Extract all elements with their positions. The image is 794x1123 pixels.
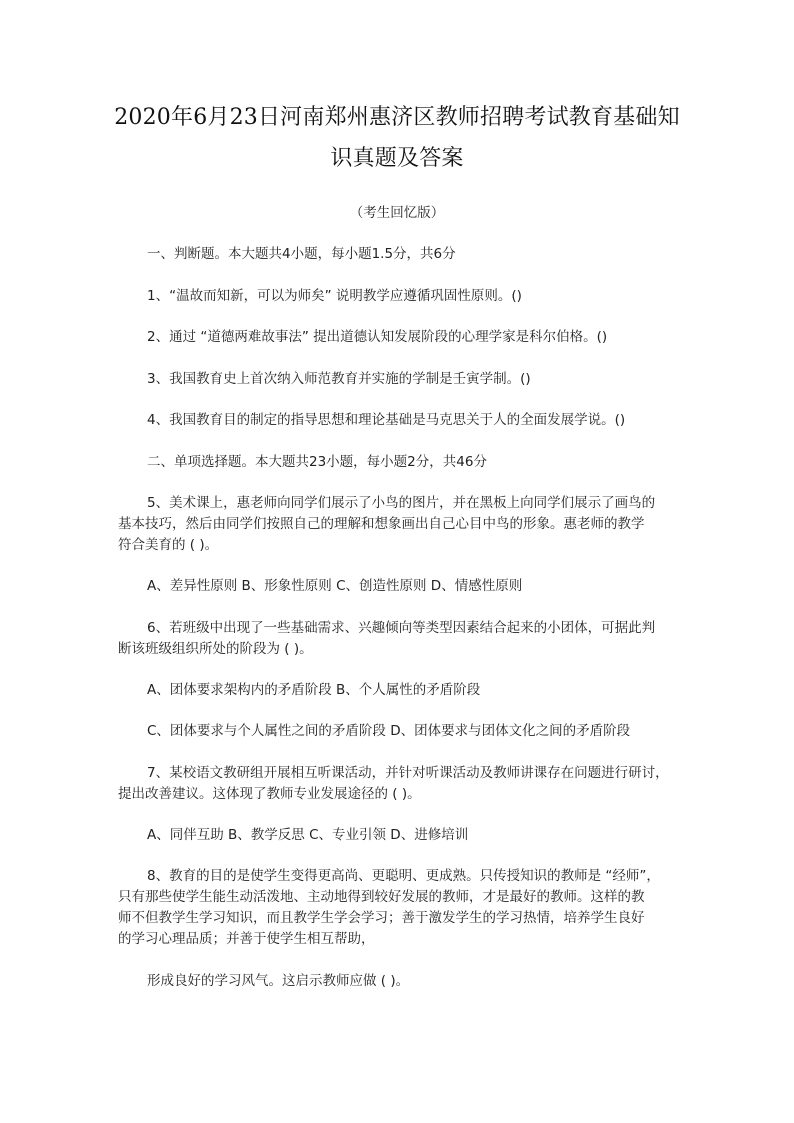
question-1: 1、“温故而知新，可以为师矣” 说明教学应遵循巩固性原则。() [147, 288, 522, 304]
question-6-options-2: C、团体要求与个人属性之间的矛盾阶段 D、团体要求与团体文化之间的矛盾阶段 [147, 723, 631, 739]
document-subtitle: （考生回忆版） [349, 205, 445, 221]
question-3: 3、我国教育史上首次纳入师范教育并实施的学制是壬寅学制。() [147, 371, 531, 387]
question-8-line-1: 8、教育的目的是使学生变得更高尚、更聪明、更成熟。只传授知识的教师是 “经师”， [147, 868, 660, 884]
document-title-line-1: 2020年6月23日河南郑州惠济区教师招聘考试教育基础知 [114, 105, 680, 130]
question-5-line-1: 5、美术课上，惠老师向同学们展示了小鸟的图片，并在黑板上向同学们展示了画鸟的 [147, 495, 656, 511]
question-5-line-3: 符合美育的 ( )。 [118, 537, 219, 553]
question-6-line-2: 断该班级组织所处的阶段为 ( )。 [118, 641, 313, 657]
question-6-line-1: 6、若班级中出现了一些基础需求、兴趣倾向等类型因素结合起来的小团体，可据此判 [147, 620, 656, 636]
question-7-options: A、同伴互助 B、教学反思 C、专业引领 D、进修培训 [147, 827, 469, 843]
section-1-heading: 一、判断题。本大题共4小题，每小题1.5分，共6分 [147, 246, 456, 262]
question-4: 4、我国教育目的制定的指导思想和理论基础是马克思关于人的全面发展学说。() [147, 412, 626, 428]
question-8-line-3: 师不但教学生学习知识，而且教学生学会学习；善于激发学生的学习热情，培养学生良好 [118, 910, 645, 926]
question-8-line-4: 的学习心理品质；并善于使学生相互帮助， [118, 931, 375, 947]
question-5-options: A、差异性原则 B、形象性原则 C、创造性原则 D、情感性原则 [147, 578, 523, 594]
question-8-line-2: 只有那些使学生能生动活泼地、主动地得到较好发展的教师，才是最好的教师。这样的教 [118, 889, 645, 905]
question-8-line-5: 形成良好的学习风气。这启示教师应做 ( )。 [147, 973, 410, 989]
question-2: 2、通过 “道德两难故事法” 提出道德认知发展阶段的心理学家是科尔伯格。() [147, 329, 608, 345]
question-7-line-1: 7、某校语文教研组开展相互听课活动，并针对听课活动及教师讲课存在问题进行研讨， [147, 765, 669, 781]
question-6-options-1: A、团体要求架构内的矛盾阶段 B、个人属性的矛盾阶段 [147, 682, 481, 698]
question-5-line-2: 基本技巧，然后由同学们按照自己的理解和想象画出自己心目中鸟的形象。惠老师的教学 [118, 516, 645, 532]
section-2-heading: 二、单项选择题。本大题共23小题，每小题2分，共46分 [147, 454, 487, 470]
document-title-line-2: 识真题及答案 [330, 146, 464, 171]
question-7-line-2: 提出改善建议。这体现了教师专业发展途径的 ( )。 [118, 786, 421, 802]
